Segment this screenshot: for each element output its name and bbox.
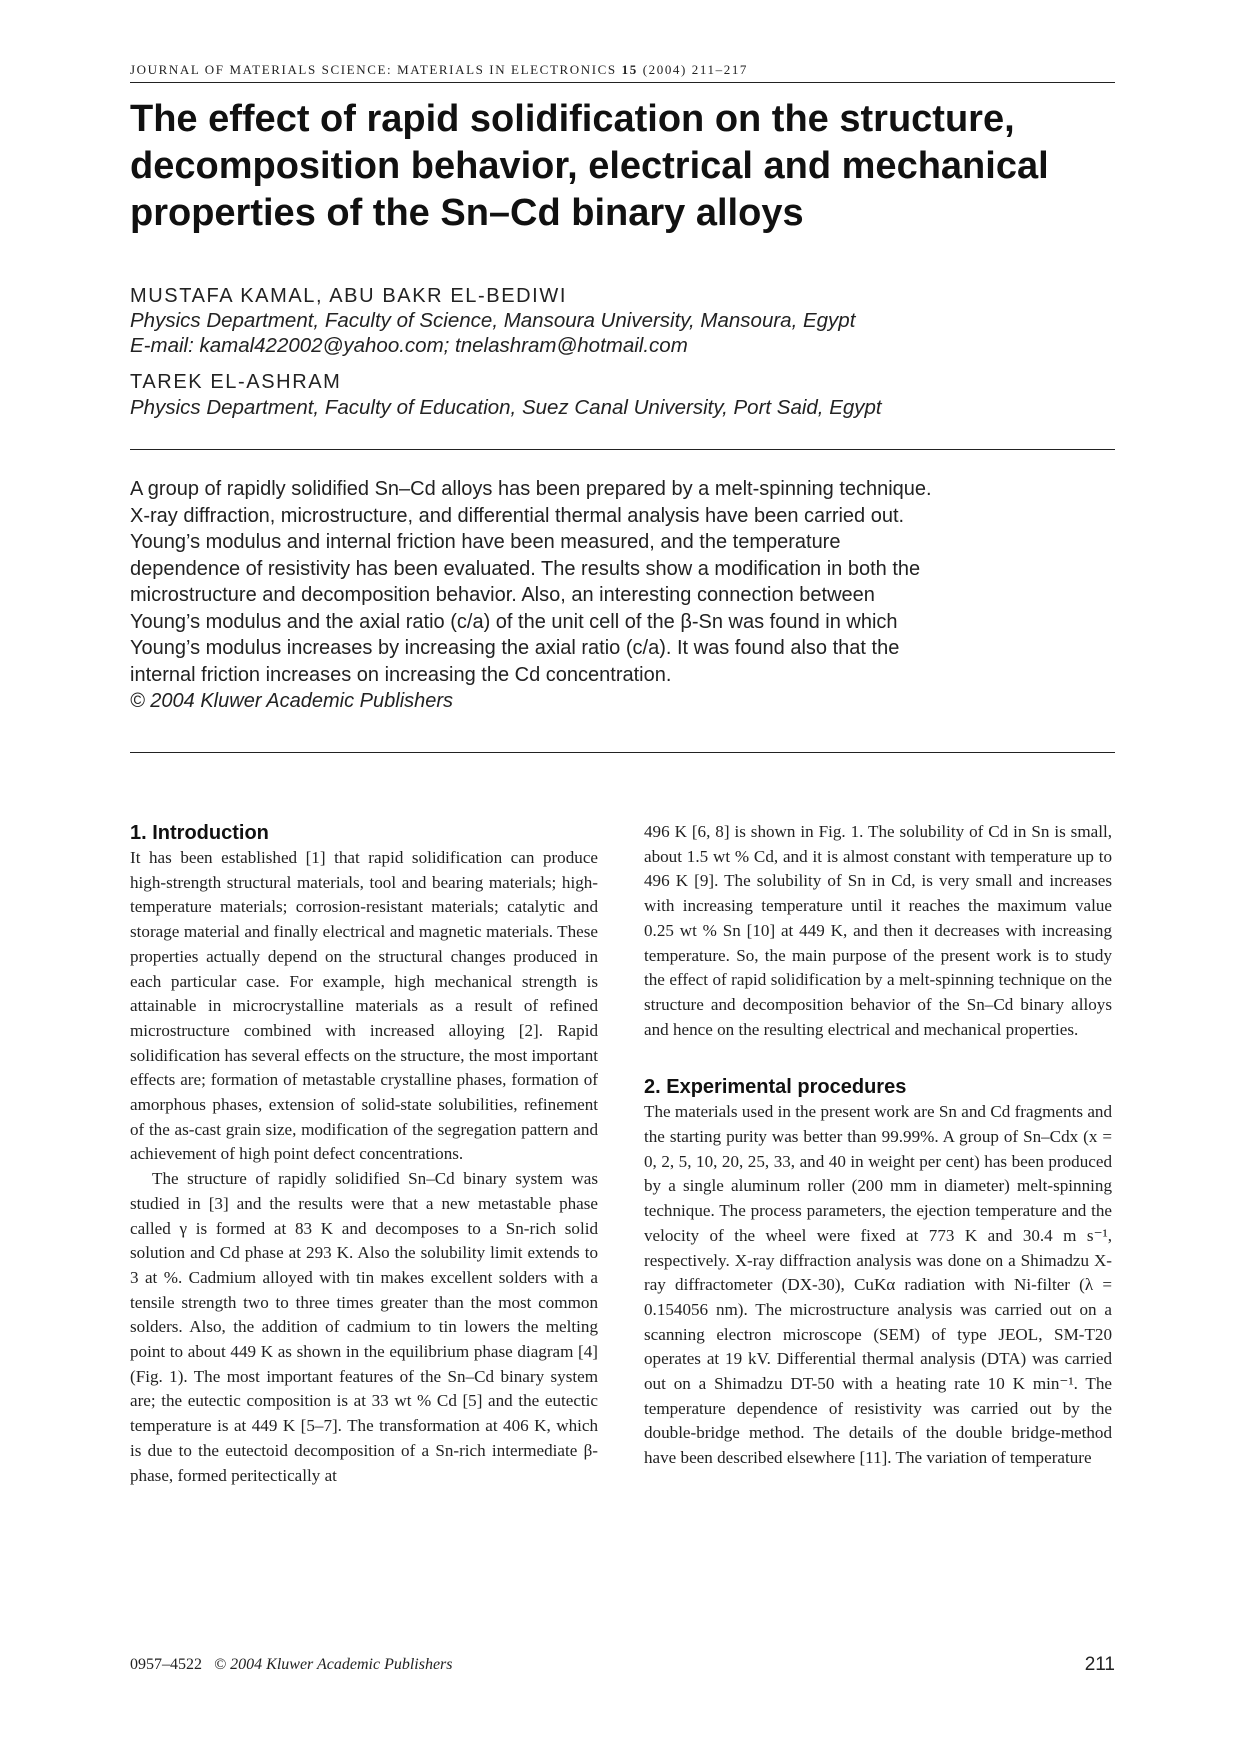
page-number: 211 xyxy=(1084,1654,1115,1675)
journal-year-pages: (2004) 211–217 xyxy=(642,62,749,77)
abstract-line: internal friction increases on increasing the Cd concentration. xyxy=(130,663,672,686)
abstract-copyright: © 2004 Kluwer Academic Publishers xyxy=(130,690,454,712)
header-rule xyxy=(130,82,1115,83)
abstract-line: X-ray diffraction, microstructure, and differential thermal analysis have been carried out. xyxy=(130,504,905,527)
journal-name: JOURNAL OF MATERIALS SCIENCE: MATERIALS IN ELECTRONICS xyxy=(130,62,617,77)
abstract-line: Young’s modulus and the axial ratio (c/a) of the unit cell of the β-Sn was found in which xyxy=(130,610,898,633)
abstract-line: microstructure and decomposition behavior. Also, an interesting connection between xyxy=(130,584,875,606)
title-line: The effect of rapid solidification on the structure, xyxy=(130,98,1015,140)
abstract-top-rule xyxy=(130,449,1115,450)
affiliation-2: Physics Department, Faculty of Education, Suez Canal University, Port Said, Egypt xyxy=(130,396,882,419)
body-paragraph: It has been established [1] that rapid solidification can produce high-strength structural materials, tool and bearing materials; high-temperature materials; corrosion-resistant materials; catalytic and storage material and finally electrical and magnetic materials. These properties actually depend on the structural changes produced in each particular case. For example, high mechanical strength is attainable in microcrystalline materials as a result of refined microstructure combined with increased alloying [2]. Rapid solidification has several effects on the structure, the most important effects are; formation of metastable crystalline phases, formation of amorphous phases, extension of solid-state solubilities, refinement of the as-cast grain size, modification of the segregation pattern and achievement of high point defect concentrations. xyxy=(130,848,598,1164)
footer-issn: 0957–4522 xyxy=(130,1656,202,1673)
abstract-bottom-rule xyxy=(130,752,1115,753)
affiliation-1: Physics Department, Faculty of Science, Mansoura University, Mansoura, Egypt xyxy=(130,309,856,332)
title-line: properties of the Sn–Cd binary alloys xyxy=(130,192,804,234)
abstract-line: A group of rapidly solidified Sn–Cd alloys has been prepared by a melt-spinning technique. xyxy=(130,478,932,500)
section-heading-experimental: 2. Experimental procedures xyxy=(644,1076,907,1099)
abstract-line: Young’s modulus increases by increasing the axial ratio (c/a). It was found also that the xyxy=(130,637,900,659)
abstract-line: dependence of resistivity has been evaluated. The results show a modification in both the xyxy=(130,557,921,580)
abstract-line: Young’s modulus and internal friction have been measured, and the temperature xyxy=(130,531,841,553)
footer-issn-copyright xyxy=(130,1656,453,1674)
body-paragraph: The structure of rapidly solidified Sn–Cd binary system was studied in [3] and the results were that a new metastable phase called γ is formed at 83 K and decomposes to a Sn-rich solid solution and Cd phase at 293 K. Also the solubility limit extends to 3 at %. Cadmium alloyed with tin makes excellent solders with a tensile strength two to three times greater than the most common solders. Also, the addition of cadmium to tin lowers the melting point to about 449 K as shown in the equilibrium phase diagram [4] (Fig. 1). The most important features of the Sn–Cd binary system are; the eutectic composition is at 33 wt % Cd [5] and the eutectic temperature is at 449 K [5–7]. The transformation at 406 K, which is due to the eutectoid decomposition of a Sn-rich intermediate β-phase, formed peritectically at xyxy=(130,1169,598,1485)
running-head xyxy=(130,62,1110,78)
paper-title xyxy=(130,96,1130,237)
author-email: E-mail: kamal422002@yahoo.com; tnelashram@hotmail.com xyxy=(130,334,688,357)
footer-copyright: © 2004 Kluwer Academic Publishers xyxy=(214,1656,453,1673)
author-group-2: TAREK EL-ASHRAM xyxy=(130,371,342,393)
section-heading-introduction: 1. Introduction xyxy=(130,822,269,844)
body-paragraph: The materials used in the present work are Sn and Cd fragments and the starting purity was better than 99.99%. A group of Sn–Cdx (x = 0, 2, 5, 10, 20, 25, 33, and 40 in weight per cent) has been produced by a single aluminum roller (200 mm in diameter) melt-spinning technique. The process parameters, the ejection temperature and the velocity of the wheel were fixed at 773 K and 30.4 m s⁻¹, respectively. X-ray diffraction analysis was done on a Shimadzu X-ray diffractometer (DX-30), CuKα radiation with Ni-filter (λ = 0.154056 nm). The microstructure analysis was carried out on a scanning electron microscope (SEM) of type JEOL, SM-T20 operates at 19 kV. Differential thermal analysis (DTA) was carried out on a Shimadzu DT-50 with a heating rate 10 K min⁻¹. The temperature dependence of resistivity was carried out by the double-bridge method. The details of the double bridge-method have been described elsewhere [11]. The variation of temperature xyxy=(644,1102,1112,1468)
abstract xyxy=(130,476,1120,715)
right-column xyxy=(644,820,1112,1471)
section-spacer xyxy=(644,1042,1112,1074)
body-paragraph: 496 K [6, 8] is shown in Fig. 1. The solubility of Cd in Sn is small, about 1.5 wt % Cd, and it is almost constant with temperature up to 496 K [9]. The solubility of Sn in Cd, is very small and increases with increasing temperature until it reaches the maximum value 0.25 wt % Sn [10] at 449 K, and then it decreases with increasing temperature. So, the main purpose of the present work is to study the effect of rapid solidification by a melt-spinning technique on the structure and decomposition behavior of the Sn–Cd binary alloys and hence on the resulting electrical and mechanical properties. xyxy=(644,822,1112,1039)
journal-volume: 15 xyxy=(621,62,638,77)
title-line: decomposition behavior, electrical and mechanical xyxy=(130,145,1049,187)
author-group-1: MUSTAFA KAMAL, ABU BAKR EL-BEDIWI xyxy=(130,285,567,307)
left-column xyxy=(130,820,598,1488)
